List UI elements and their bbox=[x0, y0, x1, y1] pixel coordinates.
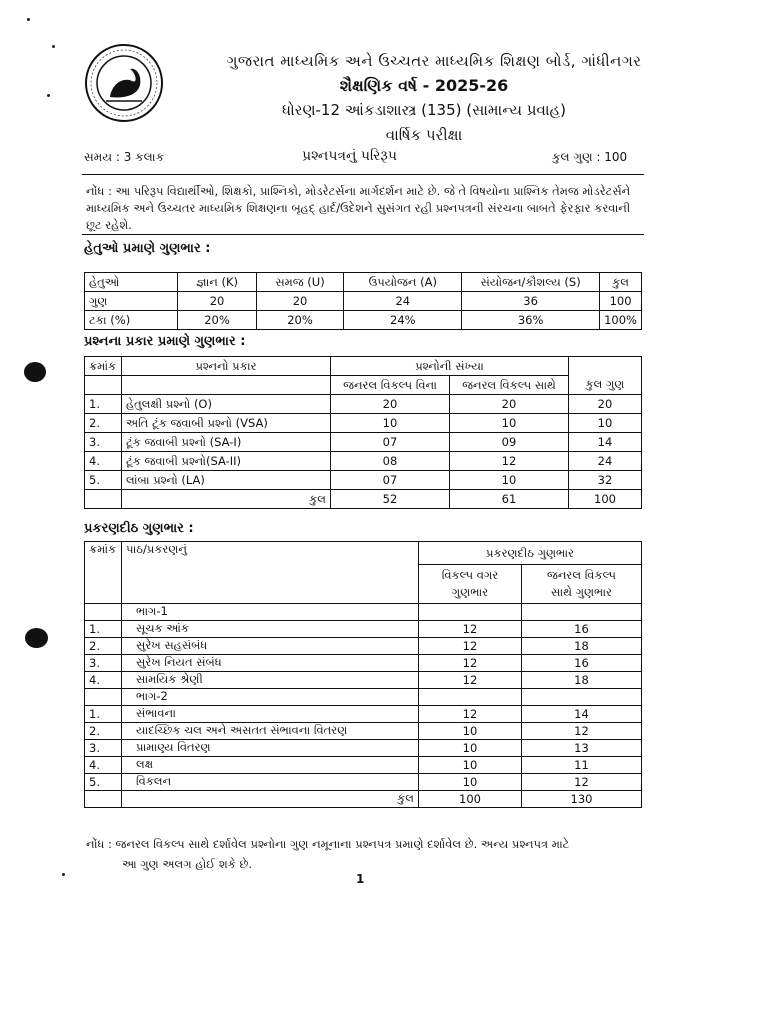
cell: 18 bbox=[522, 671, 642, 688]
cell: 10 bbox=[569, 414, 642, 433]
cell: ટૂંક જવાબી પ્રશ્નો(SA-II) bbox=[122, 452, 331, 471]
cell: 12 bbox=[419, 671, 522, 688]
exam-title: વાર્ષિક પરીક્ષા bbox=[385, 126, 463, 144]
header-cell bbox=[522, 565, 642, 604]
part-label: ભાગ-2 bbox=[122, 688, 419, 705]
cell: 1. bbox=[85, 705, 122, 722]
section-objectives-title: હેતુઓ પ્રમાણે ગુણભાર : bbox=[84, 241, 211, 256]
scan-speck bbox=[27, 18, 30, 21]
top-note bbox=[86, 183, 646, 234]
cell: 4. bbox=[85, 756, 122, 773]
table-row bbox=[85, 414, 642, 433]
cell: 11 bbox=[522, 756, 642, 773]
cell: 100 bbox=[419, 790, 522, 807]
cell: 24 bbox=[344, 292, 462, 311]
punch-hole-mark bbox=[25, 628, 48, 648]
header-line: સાથે ગુણભાર bbox=[551, 584, 612, 599]
row-label: ટકા (%) bbox=[85, 311, 178, 330]
exam-time: સમય : 3 કલાક bbox=[84, 150, 165, 164]
header-line: જનરલ વિકલ્પ bbox=[546, 567, 617, 582]
header-cell: હેતુઓ bbox=[85, 273, 178, 292]
cell: 2. bbox=[85, 637, 122, 654]
cell: લક્ષ bbox=[122, 756, 419, 773]
header-cell: જનરલ વિકલ્પ વિના bbox=[331, 376, 450, 395]
header-cell: જનરલ વિકલ્પ સાથે bbox=[450, 376, 569, 395]
cell: યાદચ્છિક ચલ અને અસતત સંભાવના વિતરણ bbox=[122, 722, 419, 739]
cell: 100% bbox=[600, 311, 642, 330]
cell: 5. bbox=[85, 773, 122, 790]
section-chapter-title: પ્રકરણદીઠ ગુણભાર : bbox=[84, 521, 194, 536]
header-cell bbox=[122, 565, 419, 604]
cell: 16 bbox=[522, 620, 642, 637]
cell: 12 bbox=[419, 620, 522, 637]
cell: 18 bbox=[522, 637, 642, 654]
cell: સુરેખ નિયત સંબંધ bbox=[122, 654, 419, 671]
cell: 5. bbox=[85, 471, 122, 490]
table-row bbox=[85, 654, 642, 671]
cell: 20% bbox=[256, 311, 344, 330]
cell: 12 bbox=[419, 705, 522, 722]
cell bbox=[419, 688, 522, 705]
cell bbox=[419, 603, 522, 620]
cell: 24 bbox=[569, 452, 642, 471]
cell: 3. bbox=[85, 654, 122, 671]
cell bbox=[85, 790, 122, 807]
section-question-type-title: પ્રશ્નના પ્રકાર પ્રમાણે ગુણભાર : bbox=[84, 334, 246, 349]
objectives-table bbox=[84, 272, 642, 330]
note-text: આ પરિરૂપ વિદ્યાર્થીઓ, શિક્ષકો, પ્રાશ્નિકો, મોડરેટર્સના માર્ગદર્શન માટે છે. જે તે વિષયોના પ્રાશ્નિક તેમજ મોડરેટર્સને માધ્યમિક અને ઉચ્ચતર માધ્યમિક શિક્ષણના બૃહદ્ હાર્દ/ઉદેશને સુસંગત રહી પ્રશ્નપત્રની સંરચના બાબતે ફેરફાર કરવાની છૂટ રહેશે. bbox=[86, 184, 631, 232]
part-row bbox=[85, 688, 642, 705]
cell: 10 bbox=[450, 414, 569, 433]
header-cell bbox=[569, 357, 642, 376]
cell: 4. bbox=[85, 452, 122, 471]
cell: 12 bbox=[522, 722, 642, 739]
header-cell: ક્રમાંક bbox=[85, 542, 122, 565]
header-cell: પ્રકરણદીઠ ગુણભાર bbox=[419, 542, 642, 565]
cell bbox=[522, 603, 642, 620]
cell: 10 bbox=[450, 471, 569, 490]
cell: 4. bbox=[85, 671, 122, 688]
cell bbox=[85, 603, 122, 620]
academic-year: શૈક્ષણિક વર્ષ - 2025-26 bbox=[339, 76, 509, 95]
cell: 20 bbox=[256, 292, 344, 311]
cell: 36 bbox=[462, 292, 600, 311]
header-cell: પ્રશ્નોની સંખ્યા bbox=[331, 357, 569, 376]
chapter-table bbox=[84, 541, 642, 808]
header-cell: ઉપયોજન (A) bbox=[344, 273, 462, 292]
cell: સંભાવના bbox=[122, 705, 419, 722]
table-row bbox=[85, 739, 642, 756]
table-row bbox=[85, 471, 642, 490]
cell: 3. bbox=[85, 433, 122, 452]
header-cell: જ્ઞાન (K) bbox=[178, 273, 256, 292]
header-cell bbox=[122, 376, 331, 395]
table-row bbox=[85, 705, 642, 722]
cell: 10 bbox=[419, 773, 522, 790]
cell: 20% bbox=[178, 311, 256, 330]
table-row bbox=[85, 637, 642, 654]
blueprint-title: પ્રશ્નપત્રનું પરિરૂપ bbox=[302, 148, 397, 164]
cell bbox=[85, 490, 122, 509]
question-type-table bbox=[84, 356, 642, 509]
note-line: આ ગુણ અલગ હોઈ શકે છે. bbox=[122, 857, 253, 871]
bottom-note bbox=[86, 837, 646, 852]
scan-speck bbox=[52, 45, 55, 48]
header-cell bbox=[85, 376, 122, 395]
subject-title: ધોરણ-12 આંકડાશાસ્ત્ર (135) (સામાન્ય પ્રવાહ) bbox=[281, 101, 567, 119]
cell: 36% bbox=[462, 311, 600, 330]
cell: 12 bbox=[450, 452, 569, 471]
cell: 2. bbox=[85, 414, 122, 433]
table-row bbox=[85, 671, 642, 688]
cell: વિકલન bbox=[122, 773, 419, 790]
cell: 14 bbox=[522, 705, 642, 722]
cell: 12 bbox=[419, 654, 522, 671]
cell: 61 bbox=[450, 490, 569, 509]
note-label: નોંધ : bbox=[86, 184, 112, 198]
cell bbox=[85, 688, 122, 705]
header-cell: પ્રશ્નનો પ્રકાર bbox=[122, 357, 331, 376]
cell: 13 bbox=[522, 739, 642, 756]
table-row bbox=[85, 452, 642, 471]
cell: 08 bbox=[331, 452, 450, 471]
cell: સૂચક આંક bbox=[122, 620, 419, 637]
header-line: વિકલ્પ વગર bbox=[441, 567, 499, 582]
header-cell: સમજ (U) bbox=[256, 273, 344, 292]
cell: 20 bbox=[569, 395, 642, 414]
total-marks: કુલ ગુણ : 100 bbox=[552, 150, 628, 164]
cell: 07 bbox=[331, 471, 450, 490]
part-row bbox=[85, 603, 642, 620]
cell: 130 bbox=[522, 790, 642, 807]
divider bbox=[82, 174, 644, 175]
header-cell: પાઠ/પ્રકરણનું bbox=[122, 542, 419, 565]
cell: 1. bbox=[85, 620, 122, 637]
punch-hole-mark bbox=[24, 362, 46, 382]
total-label: કુલ bbox=[122, 790, 419, 807]
cell: 3. bbox=[85, 739, 122, 756]
divider bbox=[82, 234, 644, 235]
table-row bbox=[85, 395, 642, 414]
cell: 12 bbox=[522, 773, 642, 790]
cell: 24% bbox=[344, 311, 462, 330]
cell: 52 bbox=[331, 490, 450, 509]
cell: સામયિક શ્રેણી bbox=[122, 671, 419, 688]
cell bbox=[522, 688, 642, 705]
table-row bbox=[85, 292, 642, 311]
cell: 10 bbox=[419, 722, 522, 739]
scan-speck bbox=[62, 873, 65, 876]
cell: 12 bbox=[419, 637, 522, 654]
total-row bbox=[85, 790, 642, 807]
table-row bbox=[85, 756, 642, 773]
table-row bbox=[85, 311, 642, 330]
table-row bbox=[85, 620, 642, 637]
cell: સુરેખ સહસંબંધ bbox=[122, 637, 419, 654]
table-row bbox=[85, 722, 642, 739]
cell: લાંબા પ્રશ્નો (LA) bbox=[122, 471, 331, 490]
header-cell: કુલ ગુણ bbox=[569, 376, 642, 395]
cell: 10 bbox=[419, 739, 522, 756]
cell: 16 bbox=[522, 654, 642, 671]
total-row bbox=[85, 490, 642, 509]
board-title: ગુજરાત માધ્યમિક અને ઉચ્ચતર માધ્યમિક શિક્ષણ બોર્ડ, ગાંધીનગર bbox=[226, 52, 642, 70]
cell: 10 bbox=[331, 414, 450, 433]
cell: 20 bbox=[178, 292, 256, 311]
header-cell: સંયોજન/કૌશલ્ય (S) bbox=[462, 273, 600, 292]
cell: 14 bbox=[569, 433, 642, 452]
cell: ટૂંક જવાબી પ્રશ્નો (SA-I) bbox=[122, 433, 331, 452]
cell: 10 bbox=[419, 756, 522, 773]
cell: 1. bbox=[85, 395, 122, 414]
cell: 32 bbox=[569, 471, 642, 490]
cell: 100 bbox=[600, 292, 642, 311]
part-label: ભાગ-1 bbox=[122, 603, 419, 620]
table-row bbox=[85, 433, 642, 452]
cell: 2. bbox=[85, 722, 122, 739]
row-label: ગુણ bbox=[85, 292, 178, 311]
page-number: 1 bbox=[356, 872, 365, 886]
cell: 20 bbox=[331, 395, 450, 414]
header-cell: કુલ bbox=[600, 273, 642, 292]
header-line: ગુણભાર bbox=[451, 584, 489, 599]
cell: અતિ ટૂંક જવાબી પ્રશ્નો (VSA) bbox=[122, 414, 331, 433]
note-line: જનરલ વિકલ્પ સાથે દર્શાવેલ પ્રશ્નોના ગુણ નમૂનાના પ્રશ્નપત્ર પ્રમાણે દર્શાવેલ છે. અન્ય પ્રશ્નપત્ર માટે bbox=[115, 837, 570, 851]
header-cell: ક્રમાંક bbox=[85, 357, 122, 376]
cell: હેતુલક્ષી પ્રશ્નો (O) bbox=[122, 395, 331, 414]
header-cell bbox=[85, 565, 122, 604]
cell: પ્રામાણ્ય વિતરણ bbox=[122, 739, 419, 756]
cell: 20 bbox=[450, 395, 569, 414]
header-cell bbox=[419, 565, 522, 604]
cell: 100 bbox=[569, 490, 642, 509]
table-row bbox=[85, 773, 642, 790]
cell: 07 bbox=[331, 433, 450, 452]
cell: 09 bbox=[450, 433, 569, 452]
total-label: કુલ bbox=[122, 490, 331, 509]
note-label: નોંધ : bbox=[86, 837, 112, 851]
